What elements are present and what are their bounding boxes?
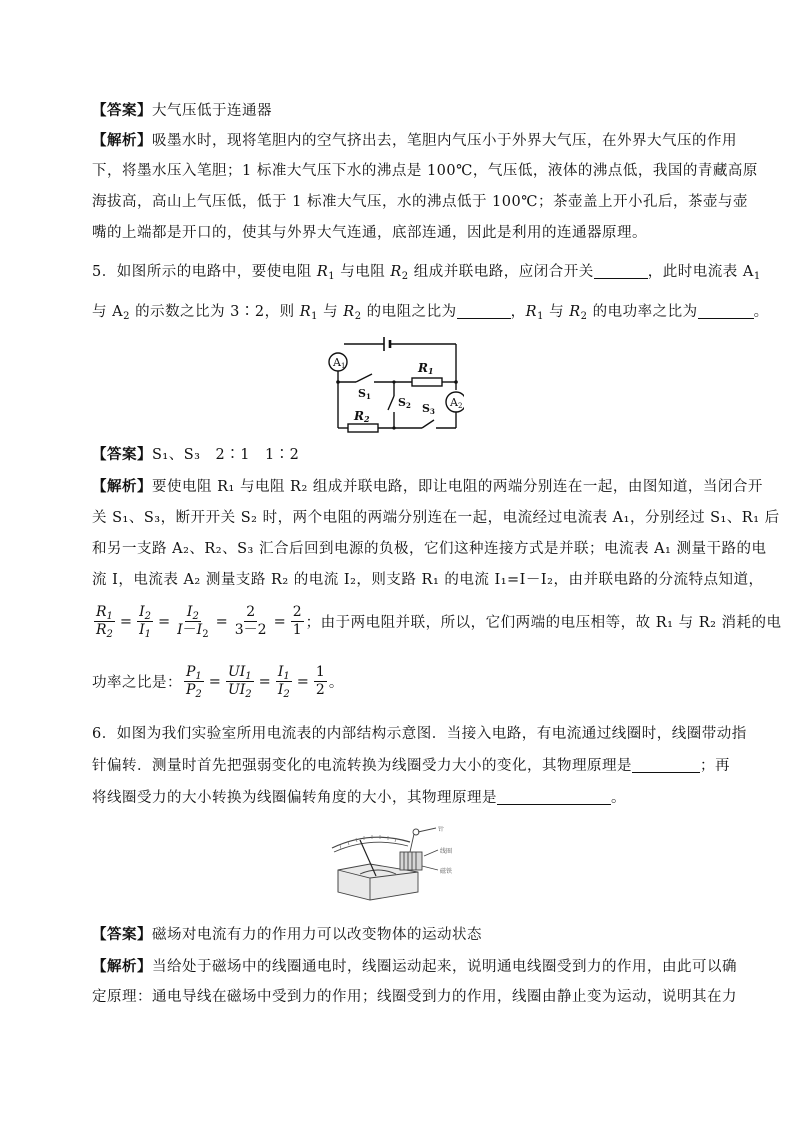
question-6-line-3: [92, 784, 712, 813]
q5-text: 的示数之比为 3∶2，则: [129, 304, 300, 320]
fraction: $\frac{I_2}{I-I_2}$: [177, 604, 209, 640]
fraction: $\frac{UI_1}{UI_2}$: [227, 664, 252, 700]
answer-tag: 【答案】: [92, 102, 152, 119]
answer-tag: 【答案】: [92, 446, 152, 463]
answer-blank[interactable]: [698, 302, 754, 319]
sub: 1: [753, 271, 761, 282]
analysis-text: ；由于两电阻并联，所以，它们两端的电压相等，故 R₁ 与 R₂ 消耗的电: [305, 615, 782, 631]
answer-text: 磁场对电流有力的作用力可以改变物体的运动状态: [152, 927, 482, 943]
var-r: R: [299, 304, 312, 320]
label-pointer: 针: [438, 826, 445, 833]
q5-text: 如图所示的电路中，要使电阻: [116, 264, 317, 280]
s1-label: S1: [358, 387, 371, 401]
question-5-line-1: [92, 258, 761, 287]
question-number: 5．: [92, 264, 117, 280]
fraction: $\frac{2}{3-2}$: [234, 604, 267, 638]
s3-label: S3: [422, 402, 435, 416]
sub: 2: [580, 311, 588, 322]
var-r: R: [390, 264, 402, 280]
analysis-6-line-2: 定原理：通电导线在磁场中受到力的作用；线圈受到力的作用，线圈由静止变为运动，说明其在力: [92, 989, 737, 1005]
analysis-5-line-1: [92, 472, 763, 502]
answer-blank[interactable]: [497, 788, 611, 805]
question-5-line-2: [92, 298, 769, 327]
fraction: $\frac{I_1}{I_2}$: [277, 664, 290, 700]
fraction: $\frac{P_1}{P_2}$: [186, 664, 202, 700]
analysis-6-line-1: [92, 952, 737, 982]
answer-text: S₁、S₃ 2∶1 1∶2: [152, 447, 300, 463]
analysis-tag: 【解析】: [92, 958, 152, 975]
r1-label: R1: [418, 361, 434, 376]
fraction: $\frac{2}{1}$: [292, 604, 302, 638]
equation-power-ratio: 功率之比是： $\frac{P_1}{P_2}$ = $\frac{UI_1}{UI_2}$ = $\frac{I_1}{I_2}$ = $\frac{1}{2}$ 。: [92, 664, 344, 700]
fraction: $\frac{R_1}{R_2}$: [96, 604, 113, 640]
analysis-5-line-3: 和另一支路 A₂、R₂、S₃ 汇合后回到电源的负极，它们这种连接方式是并联；电流表 A₁ 测量干路的电: [92, 541, 767, 557]
fraction: $\frac{I_2}{I_1}$: [139, 604, 151, 640]
q5-text: 与: [543, 304, 570, 320]
q5-text: 的电阻之比为: [361, 304, 457, 320]
label-coil: 线圈: [440, 848, 453, 855]
answer-text: 大气压低于连通器: [152, 103, 272, 119]
q5-text: 。: [753, 304, 769, 320]
q5-text: ，此时电流表 A: [647, 264, 754, 280]
analysis-4-line-1: [92, 126, 737, 156]
q5-text: 与: [318, 304, 344, 320]
q6-text: 。: [611, 790, 626, 806]
q6-text: 如图为我们实验室所用电流表的内部结构示意图．当接入电路，有电流通过线圈时，线圈带动指: [116, 726, 747, 742]
analysis-text: 。: [328, 675, 344, 691]
question-6-line-2: [92, 752, 730, 781]
answer-6: [92, 920, 712, 950]
sub: 1: [537, 311, 544, 322]
q5-text: ，: [510, 304, 526, 320]
q6-text: 将线圈受力的大小转换为线圈偏转角度的大小，其物理原理是: [92, 790, 497, 806]
answer-tag: 【答案】: [92, 926, 152, 943]
answer-blank[interactable]: [457, 302, 511, 319]
var-r: R: [525, 304, 538, 320]
var-r: R: [316, 264, 329, 280]
analysis-text: 当给处于磁场中的线圈通电时，线圈运动起来，说明通电线圈受到力的作用，由此可以确: [152, 959, 737, 975]
answer-5: [92, 440, 712, 470]
sub: 2: [401, 271, 409, 282]
circuit-diagram: [318, 334, 464, 436]
a1-label: A1: [333, 356, 346, 370]
question-number: 6．: [92, 726, 117, 742]
answer-4: [92, 96, 712, 126]
r2-label: R2: [354, 409, 370, 424]
q5-text: 与 A: [92, 304, 124, 320]
fraction: $\frac{1}{2}$: [315, 664, 325, 698]
analysis-4-line-4: 嘴的上端都是开口的，使其与外界大气连通，底部连通，因此是利用的连通器原理。: [92, 225, 647, 241]
s2-label: S2: [398, 396, 411, 410]
analysis-5-line-2: 关 S₁、S₃，断开开关 S₂ 时，两个电阻的两端分别连在一起，电流经过电流表 A₁，分别经过 S₁、R₁ 后: [92, 510, 780, 526]
analysis-4-line-3: 海拔高，高山上气压低，低于 1 标准大气压，水的沸点低于 100℃；茶壶盖上开小孔后，茶壶与壶: [92, 194, 748, 210]
sub: 1: [311, 311, 319, 322]
a2-label: A2: [450, 396, 463, 410]
answer-blank[interactable]: [632, 756, 700, 773]
question-6-line-1: [92, 720, 747, 749]
analysis-tag: 【解析】: [92, 132, 152, 149]
ammeter-structure-figure: [330, 826, 466, 906]
q5-text: 组成并联电路，应闭合开关: [408, 264, 594, 280]
answer-blank[interactable]: [594, 262, 648, 279]
analysis-text: 功率之比是：: [92, 675, 182, 691]
analysis-4-line-2: 下，将墨水压入笔胆；1 标准大气压下水的沸点是 100℃，气压低，液体的沸点低，我国的青藏高原: [92, 163, 758, 179]
var-r: R: [343, 304, 355, 320]
var-r: R: [569, 304, 581, 320]
q5-text: 与电阻: [335, 264, 391, 280]
analysis-tag: 【解析】: [92, 478, 152, 495]
q6-text: 针偏转．测量时首先把强弱变化的电流转换为线圈受力大小的变化，其物理原理是: [92, 758, 632, 774]
equation-resistance-ratio: $\frac{R_1}{R_2}$ = $\frac{I_2}{I_1}$ = $\frac{I_2}{I-I_2}$ = $\frac{2}{3-2}$ = $\frac{2}{1}$ ；由于两电阻并联，所以，它们两端的电压相等，故 R₁ 与 R₂ 消耗的电: [96, 604, 782, 640]
sub: 1: [328, 271, 336, 282]
analysis-text: 要使电阻 R₁ 与电阻 R₂ 组成并联电路，即让电阻的两端分别连在一起，由图知道，当闭合开: [152, 479, 763, 495]
analysis-text: 吸墨水时，现将笔胆内的空气挤出去，笔胆内气压小于外界大气压，在外界大气压的作用: [152, 133, 737, 149]
sub: 2: [123, 311, 130, 322]
q6-text: ；再: [700, 758, 730, 774]
label-magnet: 磁铁: [440, 868, 453, 875]
analysis-5-line-4: 流 I，电流表 A₂ 测量支路 R₂ 的电流 I₂，则支路 R₁ 的电流 I₁=I－I₂，由并联电路的分流特点知道，: [92, 572, 764, 588]
sub: 2: [354, 311, 362, 322]
q5-text: 的电功率之比为: [587, 304, 698, 320]
